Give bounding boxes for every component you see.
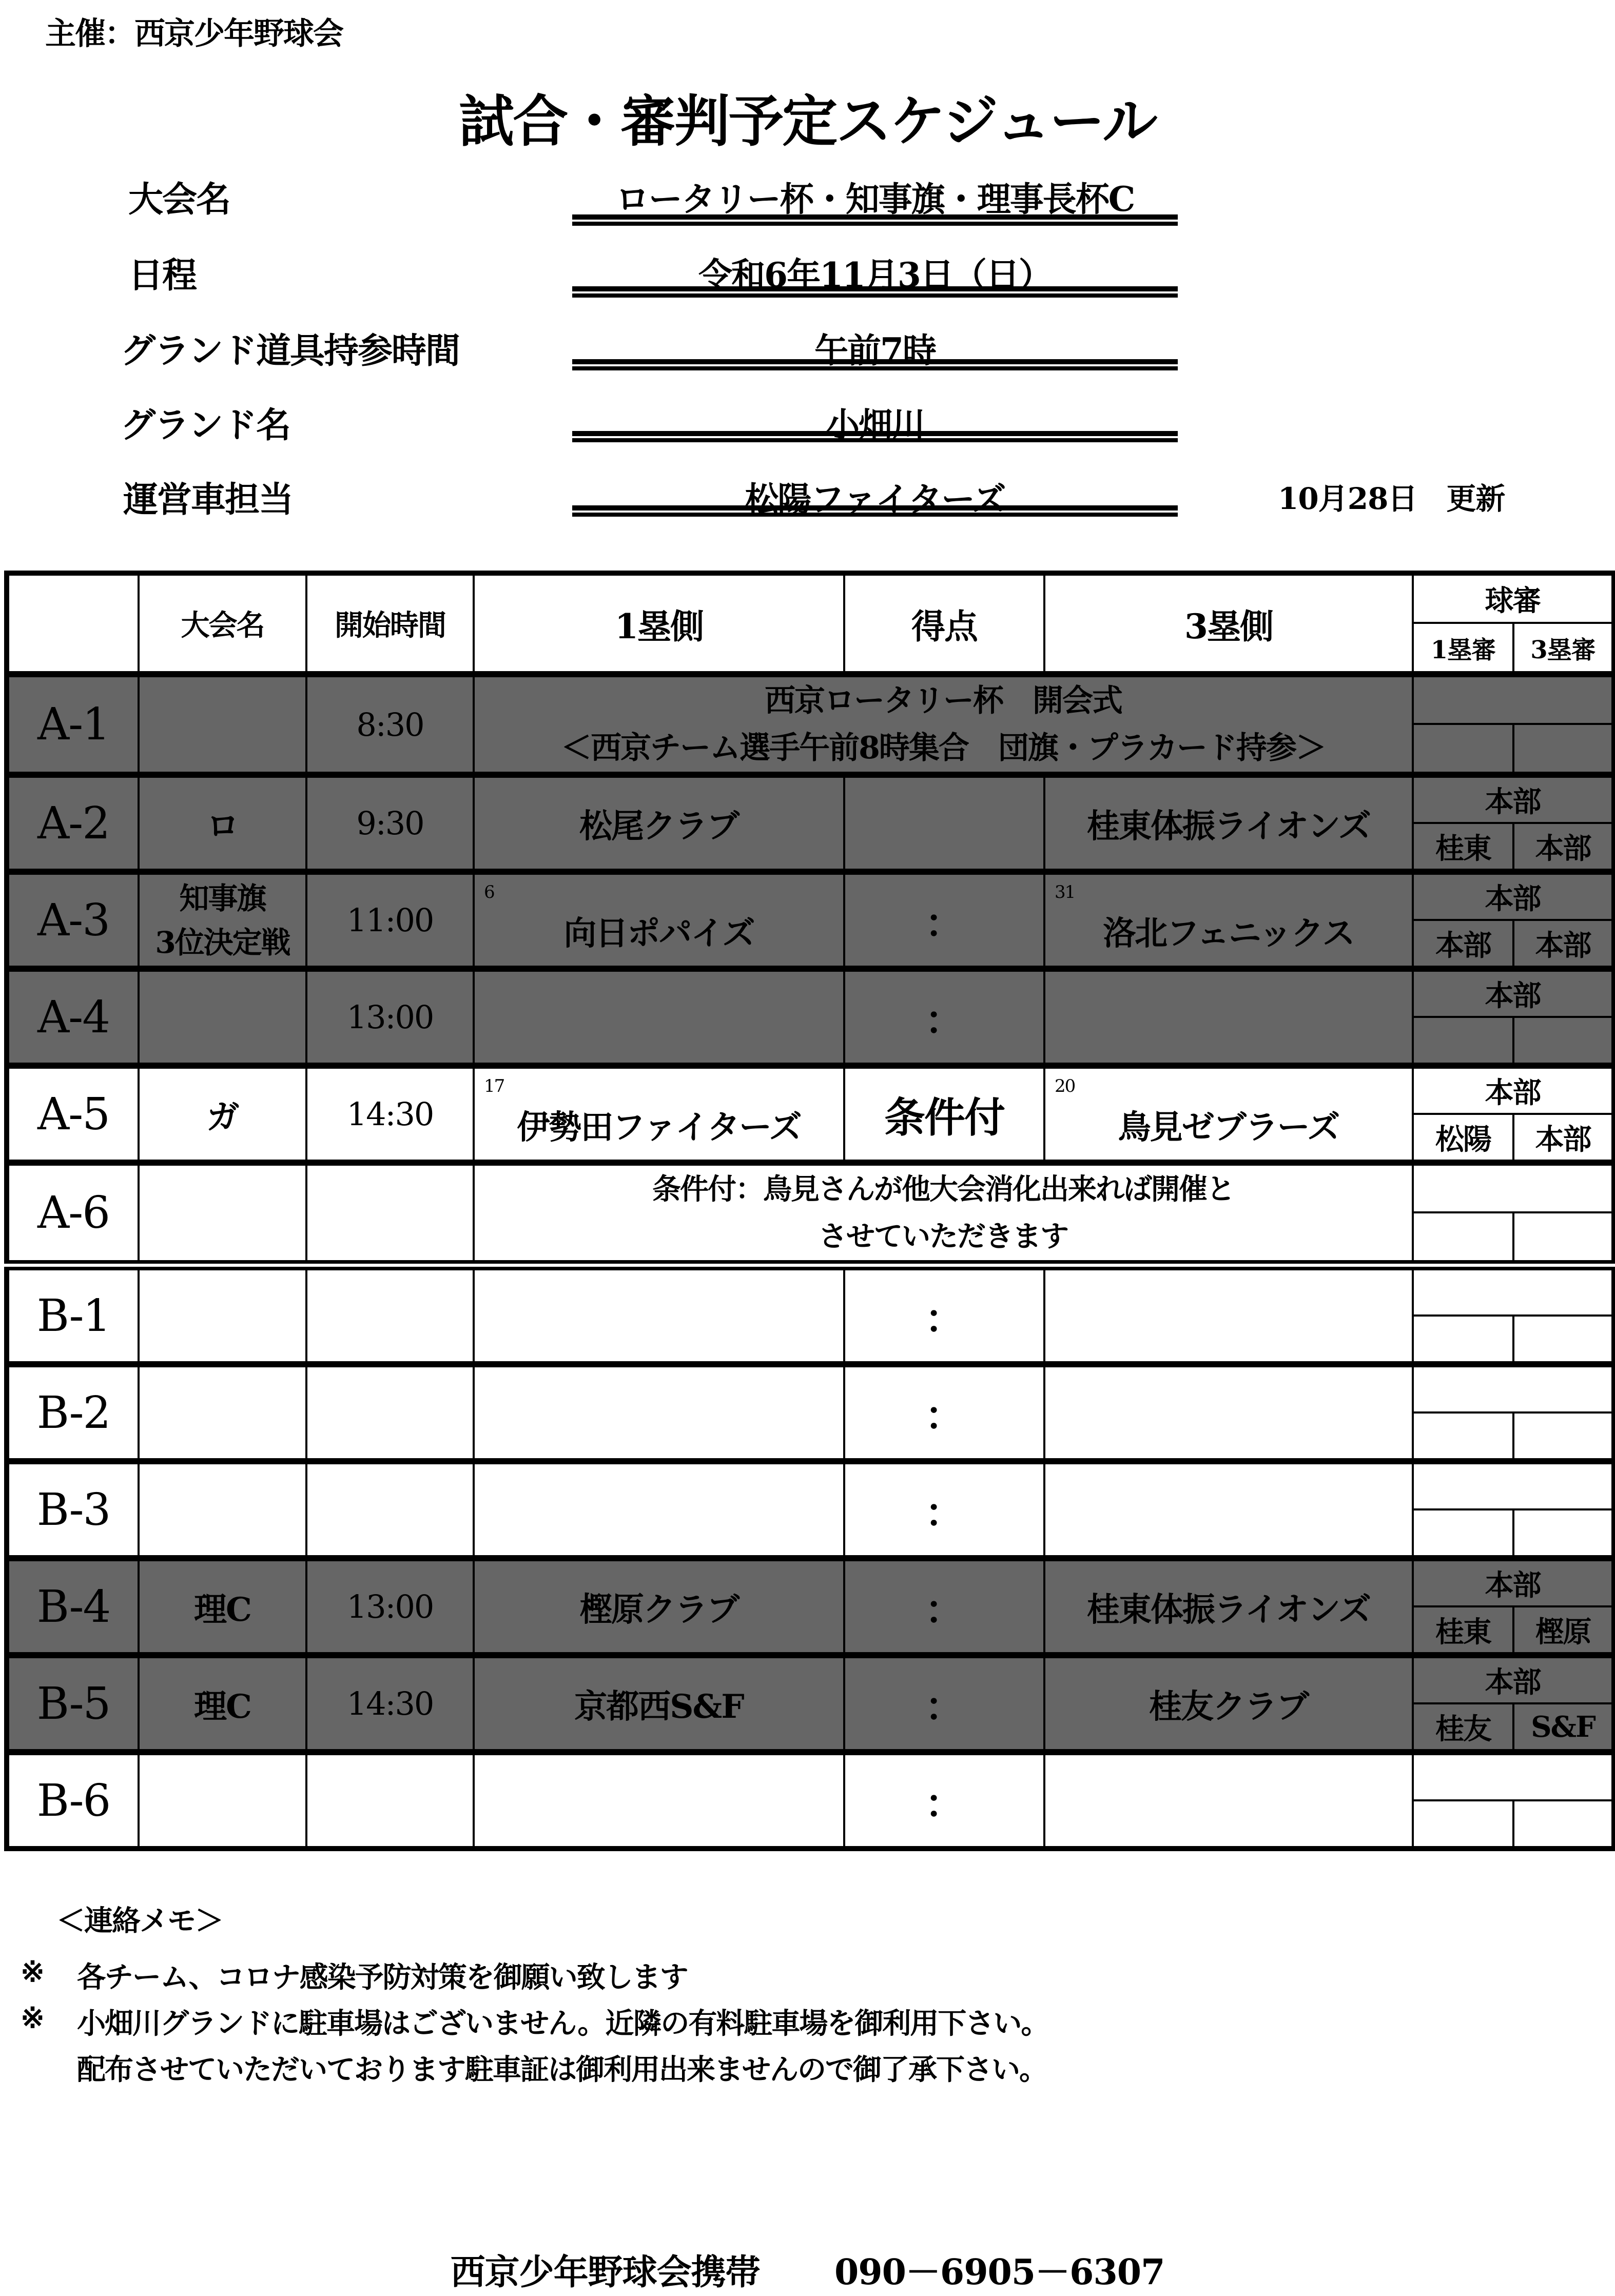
third-base-umpire	[1513, 1412, 1614, 1461]
plate-umpire: 本部	[1413, 1558, 1614, 1606]
score-cell: ：	[844, 1655, 1044, 1752]
score-cell: ：	[844, 872, 1044, 969]
info-label-ground: グランド名	[121, 405, 290, 446]
first-base-umpire: 桂東	[1413, 823, 1513, 872]
third-base-umpire: S&F	[1513, 1703, 1614, 1752]
tournament-cell	[139, 1163, 306, 1265]
first-base-umpire	[1413, 1412, 1513, 1461]
contact-label: 西京少年野球会携帯	[450, 2252, 760, 2293]
plate-umpire	[1413, 674, 1614, 724]
team-seed: 17	[484, 1076, 504, 1096]
third-base-umpire	[1513, 1212, 1614, 1265]
first-base-umpire	[1413, 1800, 1513, 1849]
info-value-equipment-time: 午前7時	[814, 330, 936, 370]
score-cell: ：	[844, 1558, 1044, 1655]
tournament-cell: ロ	[139, 775, 306, 872]
third-base-umpire	[1513, 1316, 1614, 1364]
third-base-team	[1044, 1364, 1413, 1461]
start-time: 11:00	[306, 872, 474, 969]
merged-note	[474, 1163, 1413, 1265]
table-row	[7, 1163, 1614, 1212]
info-label-equipment-time: グランド道具持参時間	[121, 330, 460, 371]
table-row	[7, 1066, 1614, 1114]
third-base-umpire	[1513, 1509, 1614, 1558]
header-third-base-side: 3塁側	[1044, 573, 1413, 674]
reference-mark-icon: ※	[21, 2001, 45, 2035]
third-base-umpire	[1513, 724, 1614, 775]
tournament-line: 知事旗	[179, 880, 266, 916]
info-label-date: 日程	[128, 255, 197, 296]
merged-note	[474, 674, 1413, 775]
info-value-date: 令和6年11月3日（日）	[698, 255, 1052, 295]
first-base-umpire	[1413, 1509, 1513, 1558]
team-seed: 31	[1055, 882, 1075, 902]
game-id: A-1	[7, 674, 139, 775]
tournament-line: 3位決定戦	[155, 925, 290, 960]
game-id: B-1	[7, 1265, 139, 1364]
plate-umpire	[1413, 1265, 1614, 1316]
info-label-tournament: 大会名	[128, 179, 230, 220]
third-base-team-cell	[1044, 1066, 1413, 1163]
start-time: 13:00	[306, 969, 474, 1066]
reference-mark-icon: ※	[21, 1955, 45, 1989]
note-line: 西京ロータリー杯 開会式	[765, 683, 1122, 719]
tournament-cell	[139, 1461, 306, 1558]
first-base-team: 伊勢田ファイターズ	[517, 1108, 801, 1147]
third-base-umpire	[1513, 1800, 1614, 1849]
plate-umpire	[1413, 1163, 1614, 1212]
game-id: B-4	[7, 1558, 139, 1655]
plate-umpire: 本部	[1413, 969, 1614, 1017]
memo-line: 小畑川グランドに駐車場はございません。近隣の有料駐車場を御利用下さい。	[77, 2007, 1049, 2040]
info-underline	[572, 359, 1178, 370]
game-id: B-5	[7, 1655, 139, 1752]
score-cell: ：	[844, 1364, 1044, 1461]
first-base-team	[474, 1265, 844, 1364]
table-row	[7, 775, 1614, 823]
third-base-umpire: 樫原	[1513, 1606, 1614, 1655]
start-time	[306, 1364, 474, 1461]
team-seed: 6	[484, 882, 494, 902]
third-base-team	[1044, 1752, 1413, 1849]
first-base-team-cell	[474, 872, 844, 969]
table-row	[7, 969, 1614, 1017]
memo-line: 各チーム、コロナ感染予防対策を御願い致します	[77, 1960, 688, 1994]
table-row	[7, 1558, 1614, 1606]
start-time: 8:30	[306, 674, 474, 775]
header-id	[7, 573, 139, 674]
table-row	[7, 1752, 1614, 1800]
plate-umpire	[1413, 1752, 1614, 1800]
team-seed: 20	[1055, 1076, 1075, 1096]
third-base-team: 鳥見ゼブラーズ	[1118, 1108, 1339, 1147]
first-base-team-cell	[474, 1066, 844, 1163]
plate-umpire: 本部	[1413, 1066, 1614, 1114]
first-base-team	[474, 1752, 844, 1849]
start-time	[306, 1752, 474, 1849]
tournament-cell	[139, 1265, 306, 1364]
contact-phone: 090－6905－6307	[834, 2252, 1165, 2293]
score-cell: ：	[844, 1265, 1044, 1364]
first-base-team: 向日ポパイズ	[563, 914, 754, 953]
first-base-team	[474, 1364, 844, 1461]
score-cell: ：	[844, 1461, 1044, 1558]
third-base-team-cell	[1044, 872, 1413, 969]
tournament-cell	[139, 1364, 306, 1461]
score-cell: ：	[844, 1752, 1044, 1849]
info-underline	[572, 505, 1178, 517]
header-score: 得点	[844, 573, 1044, 674]
game-id: A-5	[7, 1066, 139, 1163]
score-cell	[844, 775, 1044, 872]
game-id: B-2	[7, 1364, 139, 1461]
first-base-umpire	[1413, 724, 1513, 775]
first-base-umpire: 桂友	[1413, 1703, 1513, 1752]
info-underline	[572, 286, 1178, 298]
first-base-umpire: 本部	[1413, 920, 1513, 969]
tournament-cell: 理C	[139, 1558, 306, 1655]
info-value-ground: 小畑川	[826, 405, 924, 445]
third-base-umpire: 本部	[1513, 823, 1614, 872]
header-first-base-side: 1塁側	[474, 573, 844, 674]
tournament-cell: ガ	[139, 1066, 306, 1163]
start-time	[306, 1163, 474, 1265]
first-base-team: 樫原クラブ	[474, 1558, 844, 1655]
third-base-umpire	[1513, 1017, 1614, 1066]
third-base-umpire: 本部	[1513, 920, 1614, 969]
header-tournament: 大会名	[139, 573, 306, 674]
start-time: 13:00	[306, 1558, 474, 1655]
first-base-umpire	[1413, 1316, 1513, 1364]
third-base-team	[1044, 1265, 1413, 1364]
header-start-time: 開始時間	[306, 573, 474, 674]
tournament-cell: 理C	[139, 1655, 306, 1752]
table-row	[7, 674, 1614, 724]
first-base-team: 京都西S&F	[474, 1655, 844, 1752]
plate-umpire: 本部	[1413, 775, 1614, 823]
info-underline	[572, 431, 1178, 442]
table-row	[7, 1461, 1614, 1509]
table-row	[7, 872, 1614, 920]
header-first-base-umpire: 1塁審	[1413, 623, 1513, 674]
page-title: 試合・審判予定スケジュール	[459, 89, 1156, 154]
plate-umpire	[1413, 1364, 1614, 1412]
info-value-vehicle: 松陽ファイターズ	[745, 479, 1005, 519]
start-time: 14:30	[306, 1066, 474, 1163]
plate-umpire: 本部	[1413, 1655, 1614, 1703]
third-base-team	[1044, 1461, 1413, 1558]
first-base-team: 松尾クラブ	[474, 775, 844, 872]
plate-umpire	[1413, 1461, 1614, 1509]
table-row	[7, 1364, 1614, 1412]
schedule-table	[4, 571, 1615, 1851]
start-time	[306, 1461, 474, 1558]
game-id: A-3	[7, 872, 139, 969]
score-cell: ：	[844, 969, 1044, 1066]
first-base-umpire: 桂東	[1413, 1606, 1513, 1655]
third-base-team: 洛北フェニックス	[1103, 914, 1354, 953]
contact-footer	[0, 2245, 1615, 2294]
note-line: させていただきます	[819, 1220, 1068, 1253]
memo-line: 配布させていただいております駐車証は御利用出来ませんので御了承下さい。	[77, 2053, 1047, 2087]
plate-umpire: 本部	[1413, 872, 1614, 920]
info-label-vehicle: 運営車担当	[123, 479, 293, 520]
first-base-team	[474, 1461, 844, 1558]
header-third-base-umpire: 3塁審	[1513, 623, 1614, 674]
tournament-cell	[139, 674, 306, 775]
header-plate-umpire: 球審	[1413, 573, 1614, 623]
start-time: 9:30	[306, 775, 474, 872]
tournament-cell	[139, 872, 306, 969]
first-base-team	[474, 969, 844, 1066]
table-row	[7, 1655, 1614, 1703]
third-base-team: 桂東体振ライオンズ	[1044, 1558, 1413, 1655]
score-cell: 条件付	[844, 1066, 1044, 1163]
tournament-cell	[139, 969, 306, 1066]
third-base-umpire: 本部	[1513, 1114, 1614, 1163]
first-base-umpire: 松陽	[1413, 1114, 1513, 1163]
first-base-umpire	[1413, 1017, 1513, 1066]
third-base-team	[1044, 969, 1413, 1066]
start-time: 14:30	[306, 1655, 474, 1752]
tournament-cell	[139, 1752, 306, 1849]
game-id: A-4	[7, 969, 139, 1066]
third-base-team: 桂友クラブ	[1044, 1655, 1413, 1752]
game-id: B-6	[7, 1752, 139, 1849]
game-id: A-6	[7, 1163, 139, 1265]
first-base-umpire	[1413, 1212, 1513, 1265]
game-id: B-3	[7, 1461, 139, 1558]
third-base-team: 桂東体振ライオンズ	[1044, 775, 1413, 872]
memo-heading: ＜連絡メモ＞	[56, 1904, 223, 1938]
start-time	[306, 1265, 474, 1364]
note-line: ＜西京チーム選手午前8時集合 団旗・プラカード持参＞	[561, 730, 1326, 766]
organizer-label: 主催：西京少年野球会	[45, 16, 343, 52]
info-value-tournament: ロータリー杯・知事旗・理事長杯C	[615, 179, 1135, 219]
info-underline	[572, 214, 1178, 226]
updated-date: 10月28日 更新	[1278, 481, 1505, 516]
game-id: A-2	[7, 775, 139, 872]
note-line: 条件付：鳥見さんが他大会消化出来れば開催と	[652, 1172, 1234, 1206]
table-row	[7, 1265, 1614, 1316]
